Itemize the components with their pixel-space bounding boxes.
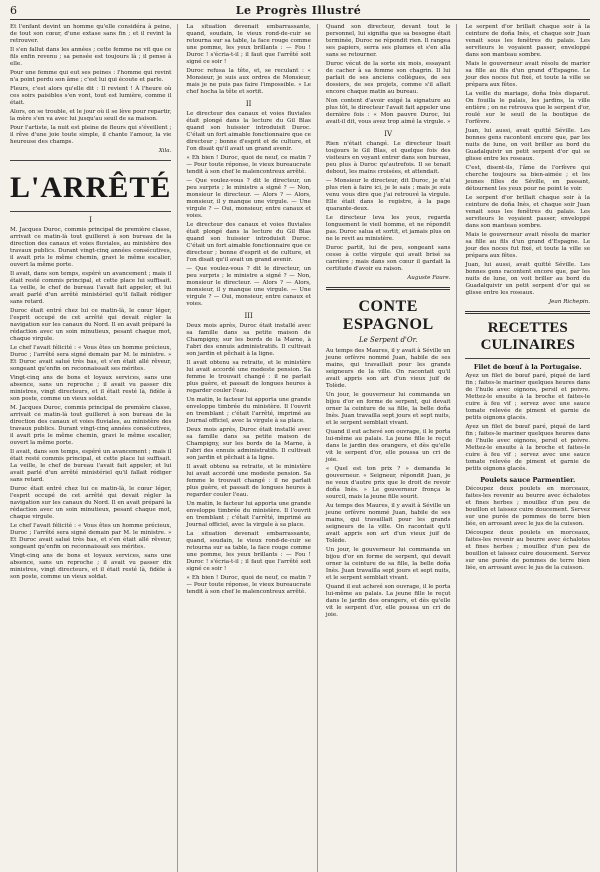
article-paragraph: M. Jacques Duroc, commis principal de première classe, arrivait ce matin-là tout guilleret à son bureau de la direction des canaux et voies fluviales, au ministère des travaux publics. Durant vingt-cinq années consécutives, il avait pris le même chemin, gravi le même escalier, ouvert la même porte. [10,227,172,268]
article-paragraph: Duroc vécut de la sorte six mois, essayant de cacher à sa femme son chagrin. Il lui parlait de ses anciens collègues, de ses dossiers, de ses projets, comme s'il allait encore chaque matin au bureau. [325,61,451,95]
article-paragraph: Duroc était entré chez lui ce matin-là, le cœur léger, l'esprit occupé de cet arrêté qui devait régler la navigation sur les canaux du Nord. Il en avait préparé la rédaction avec un soin minutieux, pesant chaque mot, chaque virgule. [10,486,172,520]
article-paragraph: La situation devenait embarrassante, quand, soudain, le vieux rond-de-cuir se retourna sur sa table, la face rouge comme une pomme, les yeux brillants : — Fou ! Duroc ! s'écria-t-il ; il faut que l'arrêté soit signé ce soir ! [186,24,311,65]
recipe-text: Ayez un filet de bœuf paré, piqué de lard fin ; faites-le mariner quelques heures dans de l'huile avec oignons, persil et poivre. Mettez-le ensuite à la broche et faites-le cuire à feu vif ; servez avec une sauce tomate relevée de piment et garnie de petits oignons glacés. [465,424,591,472]
article-paragraph: « Eh bien ! Duroc, quoi de neuf, ce matin ? — Pour toute réponse, le vieux bureaucrate tendit à son chef le malencontreux arrêté. [186,155,311,175]
tale-paragraph: Un jour, le gouverneur lui commanda un bijou d'or en forme de serpent, qui devait orner la ceinture de sa fille, la belle doña Inès. Juan travailla sept jours et sept nuits, et le serpent semblait vivant. [325,392,451,426]
article-paragraph: M. Jacques Duroc, commis principal de première classe, arrivait ce matin-là tout guilleret à son bureau de la direction des canaux et voies fluviales, au ministère des travaux publics. Durant vingt-cinq années consécutives, il avait pris le même chemin, gravi le même escalier, ouvert la même porte. [10,405,172,446]
recipes-title: RECETTES CULINAIRES [480,320,575,353]
article-paragraph: Duroc était entré chez lui ce matin-là, le cœur léger, l'esprit occupé de cet arrêté qui devait régler la navigation sur les canaux du Nord. Il en avait préparé la rédaction avec un soin minutieux, pesant chaque mot, chaque virgule. [10,308,172,342]
divider [326,287,451,290]
running-header [10,4,590,20]
poem-closing: Pour l'artiste, la nuit est pleine de fleurs qui s'éveillent ; il rêve d'une joie toute simple, il chante l'amour, la vie heureuse des champs. [10,125,172,145]
poem-stanza: Pour une femme qui eut ses peines : l'homme qui revint n'a point perdu son âme ; c'est lui qui écoute et parle. [10,70,172,83]
recipe-text: Ayez un filet de bœuf paré, piqué de lard fin ; faites-le mariner quelques heures dans de l'huile avec oignons, persil et poivre. Mettez-le ensuite à la broche et faites-le cuire à feu vif ; servez avec une sauce tomate relevée de piment et garnie de petits oignons glacés. [465,373,591,421]
tale-paragraph: Le serpent d'or brillait chaque soir à la ceinture de doña Inès, et chaque soir Juan venait sous les fenêtres du palais. Les serviteurs le voyaient passer, enveloppé dans son manteau sombre. [465,24,591,58]
article-paragraph: « Eh bien ! Duroc, quoi de neuf, ce matin ? — Pour toute réponse, le vieux bureaucrate tendit à son chef le malencontreux arrêté. [186,575,311,595]
tale-paragraph: La veille du mariage, doña Inès disparut. On fouilla le palais, les jardins, la ville entière ; on ne retrouva que le serpent d'or, roulé sur le seuil de la boutique de l'orfèvre. [465,91,591,125]
poem-stanza: Alors, on se trouble, et le jour où il se lève pour repartir, la mère s'en va avec lui jusqu'au seuil de sa maison. [10,109,172,122]
recipe-text: Découpez deux poulets en morceaux, faites-les revenir au beurre avec échalotes et fines herbes ; mouillez d'un peu de bouillon et laissez cuire doucement. Servez sur une purée de pommes de terre bien liée, en arrosant avec le jus de la cuisson. [465,486,591,527]
article-paragraph: — Que voulez-vous ? dit le directeur, un peu surpris ; le ministre a signé ? — Non, monsieur le directeur. — Alors ? — Alors, monsieur, il y manque une virgule. — Une virgule ? — Oui, monsieur, entre canaux et voies. [186,266,311,307]
article-paragraph: Vingt-cinq ans de bons et loyaux services, sans une absence, sans un reproche ; il avait vu passer dix ministres, vingt directeurs, et il était resté là, fidèle à son poste, comme un vieux soldat. [10,375,172,402]
article-paragraph: Rien n'était changé. Le directeur lisait toujours le Gil Blas, et quelque fois des visiteurs en voyant entrer dans son bureau, peu plus à Duroc qu'autrefois. Il se tenait debout, les mains croisées, et attendait. [325,141,451,175]
column-1 [10,24,178,872]
section-number: III [244,312,253,320]
section-number: I [89,216,93,224]
tale-paragraph: Mais le gouverneur avait résolu de marier sa fille au fils d'un grand d'Espagne. Le jour des noces fut fixé, et toute la ville se prépara aux fêtes. [465,232,591,259]
article-paragraph: Il avait obtenu sa retraite, et le ministère lui avait accordé une modeste pension. Sa femme le trouvait changé : il ne parlait plus guère, et passait de longues heures à regarder couler l'eau. [186,464,311,498]
poem-stanza: Il s'en fallut dans les années ; cette femme ne vit que ce fils enfin revenu ; sa pensée est toujours là ; il pense à elle. [10,47,172,67]
section-number: II [245,100,252,108]
tale-paragraph: Juan, lui aussi, avait quitté Séville. Les bonnes gens racontent encore que, par les nuits de lune, on voit briller au bord du Guadalquivir un petit serpent d'or qui se glisse entre les roseaux. [465,128,591,162]
article-paragraph: Il avait obtenu sa retraite, et le ministère lui avait accordé une modeste pension. Sa femme le trouvait changé : il ne parlait plus guère, et passait de longues heures à regarder couler l'eau. [186,360,311,394]
tale-paragraph: Quand il eut achevé son ouvrage, il le porta lui-même au palais. La jeune fille le reçut dans le jardin des orangers, et dès qu'elle vit le serpent d'or, elle poussa un cri de joie. [325,429,451,463]
poem-stanza: Fleurs, c'est alors qu'elle dit : Il revient ! À l'heure où ces soirs paisibles s'en vont, tout est lumière, comme il était. [10,86,172,106]
article-paragraph: La situation devenait embarrassante, quand, soudain, le vieux rond-de-cuir se retourna sur sa table, la face rouge comme une pomme, les yeux brillants : — Fou ! Duroc ! s'écria-t-il ; il faut que l'arrêté soit signé ce soir ! [186,531,311,572]
recipe-title: Poulets sauce Parmentier. [480,476,576,484]
divider [465,311,590,314]
tale-paragraph: Le serpent d'or brillait chaque soir à la ceinture de doña Inès, et chaque soir Juan venait sous les fenêtres du palais. Les serviteurs le voyaient passer, enveloppé dans son manteau sombre. [465,195,591,229]
article-paragraph: Il avait, dans son temps, espéré un avancement ; mais il était resté commis principal, et cette place lui suffisait. La veille, le chef de bureau l'avait fait appeler, et lui avait parlé d'un arrêté ministériel qu'il fallait rédiger sans retard. [10,449,172,483]
article-paragraph: Vingt-cinq ans de bons et loyaux services, sans une absence, sans un reproche ; il avait vu passer dix ministres, vingt directeurs, et il était resté là, fidèle à son poste, comme un vieux soldat. [10,553,172,580]
recipe-text: Découpez deux poulets en morceaux, faites-les revenir au beurre avec échalotes et fines herbes ; mouillez d'un peu de bouillon et laissez cuire doucement. Servez sur une purée de pommes de terre bien liée, en arrosant avec le jus de la cuisson. [465,530,591,571]
divider [465,358,590,359]
tale-paragraph: Au temps des Maures, il y avait à Séville un jeune orfèvre nommé Juan, habile de ses mains, qui travaillait pour les grands seigneurs de la ville. On racontait qu'il avait appris son art d'un vieux juif de Tolède. [325,348,451,389]
article-signature: Auguste Faure. [407,275,451,281]
columns [10,24,590,872]
tale-paragraph: C'est, disent-ils, l'âme de l'orfèvre qui cherche toujours sa bien-aimée ; et les jeunes filles de Séville, en passant, détournent les yeux pour ne point le voir. [465,165,591,192]
recipe-title: Filet de bœuf à la Portugaise. [473,363,582,371]
tale-paragraph: Juan, lui aussi, avait quitté Séville. Les bonnes gens racontent encore que, par les nuits de lune, on voit briller au bord du Guadalquivir un petit serpent d'or qui se glisse entre les roseaux. [465,262,591,296]
article-paragraph: Deux mois après, Duroc était installé avec sa famille dans sa petite maison de Champigny, sur les bords de la Marne, à l'abri des ennuis administratifs. Il cultivait son jardin et pêchait à la ligne. [186,323,311,357]
poem-signature: Xila. [158,148,172,154]
article-paragraph: Un matin, le facteur lui apporta une grande enveloppe timbrée du ministère. Il l'ouvrit en tremblant ; c'était l'arrêté, imprimé au Journal officiel, avec la virgule à sa place. [186,397,311,424]
column-3 [326,24,458,872]
tale-signature: Jean Richepin. [548,299,591,305]
article-paragraph: Deux mois après, Duroc était installé avec sa famille dans sa petite maison de Champigny, sur les bords de la Marne, à l'abri des ennuis administratifs. Il cultivait son jardin et pêchait à la ligne. [186,427,311,461]
article-paragraph: Le chef l'avait félicité : « Vous êtes un homme précieux, Duroc ; l'arrêté sera signé demain par M. le ministre. » Et Duroc avait salué très bas, et s'en était allé rêveur, songeant qu'enfin on reconnaissait ses mérites. [10,523,172,550]
article-paragraph: Le directeur des canaux et voies fluviales était plongé dans la lecture du Gil Blas quand son huissier introduisit Duroc. C'était un fort aimable fonctionnaire que ce directeur ; bonne d'esprit et de culture, et l'on disait qu'il avait un grand avenir. [186,222,311,263]
page-number: 6 [10,4,17,17]
article-paragraph: Un matin, le facteur lui apporta une grande enveloppe timbrée du ministère. Il l'ouvrit en tremblant ; c'était l'arrêté, imprimé au Journal officiel, avec la virgule à sa place. [186,501,311,528]
article-paragraph: Non content d'avoir exigé la signature au plus tôt, le directeur l'avait fait appeler une dernière fois : « Mon pauvre Duroc, lui avait-il dit, vous avez trop aimé la virgule. » [325,98,451,125]
tale-paragraph: Mais le gouverneur avait résolu de marier sa fille au fils d'un grand d'Espagne. Le jour des noces fut fixé, et toute la ville se prépara aux fêtes. [465,61,591,88]
article-paragraph: Duroc refusa la tête, et, se reculant : « Monsieur, je suis aux ordres de Monsieur, mais je ne puis pas faire l'impossible. » Le chef hocha la tête et sortit. [186,68,311,95]
tale-subtitle: Le Serpent d'Or. [358,336,418,344]
article-paragraph: Duroc partit, lui de peu, songeant sans cesse à cette virgule qui avait brisé sa carrière ; mais dans son cœur il gardait la certitude d'avoir eu raison. [325,245,451,272]
column-4 [465,24,590,872]
tale-paragraph: Au temps des Maures, il y avait à Séville un jeune orfèvre nommé Juan, habile de ses mains, qui travaillait pour les grands seigneurs de la ville. On racontait qu'il avait appris son art d'un vieux juif de Tolède. [325,503,451,544]
article-paragraph: Il avait, dans son temps, espéré un avancement ; mais il était resté commis principal, et cette place lui suffisait. La veille, le chef de bureau l'avait fait appeler, et lui avait parlé d'un arrêté ministériel qu'il fallait rédiger sans retard. [10,271,172,305]
divider [10,160,171,161]
poem-stanza: Et l'enfant devint un homme qu'elle considéra à peine, de tout son cœur, d'une extase sans fin ; et il revint la retrouver. [10,24,172,44]
tale-paragraph: « Quel est ton prix ? » demanda le gouverneur. « Seigneur, répondit Juan, je ne veux d'autre prix que le droit de revoir doña Inès. » Le gouverneur fronça le sourcil, mais la jeune fille sourit. [325,466,451,500]
article-paragraph: — Monsieur le directeur, dit Duroc, je n'ai plus rien à faire ici, je le sais ; mais je suis venu vous dire que j'ai retrouvé la virgule. Elle était dans le registre, à la page quarante-deux. [325,178,451,212]
article-paragraph: Le directeur leva les yeux, regarda longuement le vieil homme, et ne répondit pas. Duroc salua et sortit, et jamais plus on ne le revit au ministère. [325,215,451,242]
article-title: L'ARRÊTÉ [10,171,172,204]
tale-title: CONTE ESPAGNOL [342,298,434,333]
column-2 [186,24,318,872]
tale-paragraph: Quand il eut achevé son ouvrage, il le porta lui-même au palais. La jeune fille le reçut dans le jardin des orangers, et dès qu'elle vit le serpent d'or, elle poussa un cri de joie. [325,584,451,618]
divider [10,211,171,212]
tale-paragraph: Un jour, le gouverneur lui commanda un bijou d'or en forme de serpent, qui devait orner la ceinture de sa fille, la belle doña Inès. Juan travailla sept jours et sept nuits, et le serpent semblait vivant. [325,547,451,581]
article-paragraph: Le directeur des canaux et voies fluviales était plongé dans la lecture du Gil Blas quand son huissier introduisit Duroc. C'était un fort aimable fonctionnaire que ce directeur ; bonne d'esprit et de culture, et l'on disait qu'il avait un grand avenir. [186,111,311,152]
article-paragraph: Quand son directeur, devant tout le personnel, lui signifia que sa besogne était terminée, Duroc ne répondit rien. Il rangea ses papiers, serra ses plumes et s'en alla sans se retourner. [325,24,451,58]
article-paragraph: — Que voulez-vous ? dit le directeur, un peu surpris ; le ministre a signé ? — Non, monsieur le directeur. — Alors ? — Alors, monsieur, il y manque une virgule. — Une virgule ? — Oui, monsieur, entre canaux et voies. [186,178,311,219]
section-number: IV [384,130,393,138]
article-paragraph: Le chef l'avait félicité : « Vous êtes un homme précieux, Duroc ; l'arrêté sera signé demain par M. le ministre. » Et Duroc avait salué très bas, et s'en était allé rêveur, songeant qu'enfin on reconnaissait ses mérites. [10,345,172,372]
publication-title: Le Progrès Illustré [235,4,362,17]
